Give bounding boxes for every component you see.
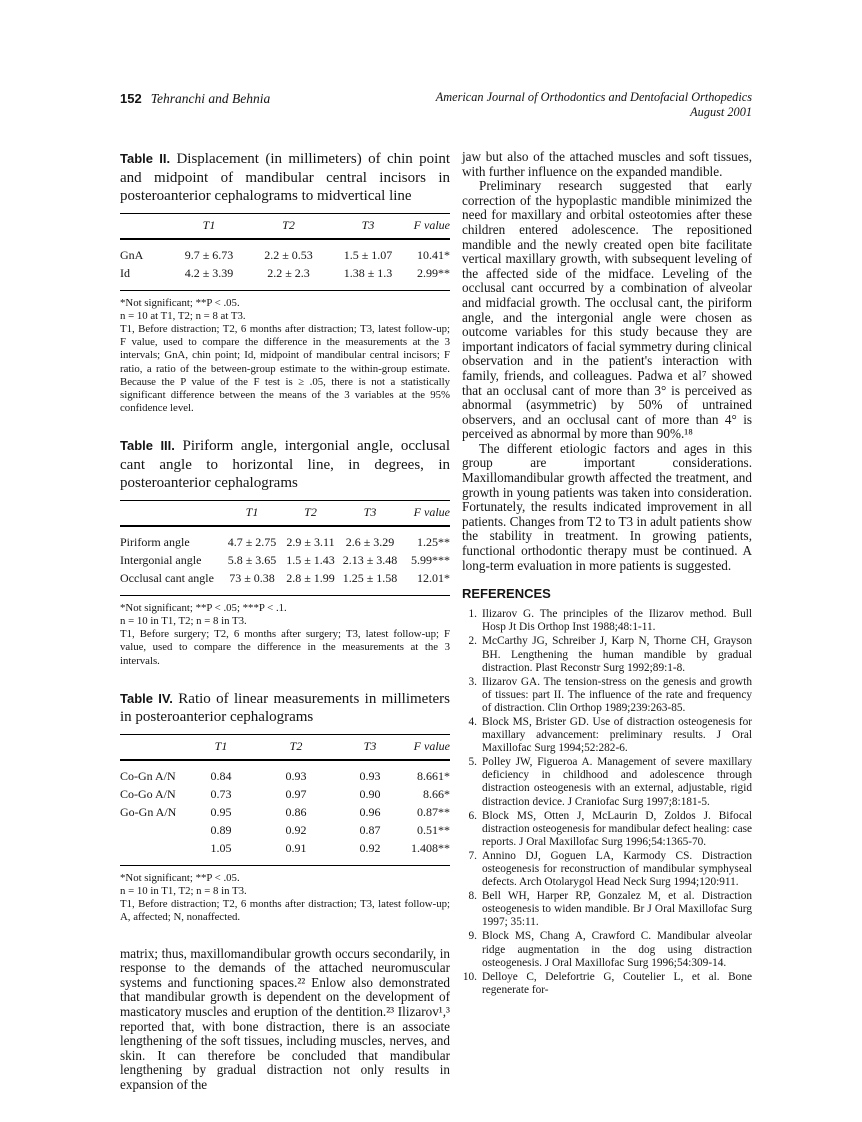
cell: 2.13 ± 3.48 [342,552,398,567]
cell: Co-Go A/N [120,786,176,801]
reference-number: 6. [468,809,477,822]
table-row [120,803,450,821]
table-iv-caption [120,690,450,727]
table-row [120,760,450,786]
col-header: T1 [222,500,282,526]
reference-item [462,635,752,674]
reference-text: Ilizarov G. The principles of the Ilizarov method. Bull Hosp Jt Dis Orthop Inst 1988;48:1-11. [482,608,752,634]
reference-number: 2. [468,635,477,648]
cell: 2.9 ± 3.11 [286,534,335,549]
cell: 1.05 [210,840,232,855]
body-paragraph: jaw but also of the attached muscles and soft tissues, with further influence on the expanded mandible. [462,149,752,179]
col-header: T2 [256,734,336,760]
footnote: T1, Before surgery; T2, 6 months after surgery; T3, latest follow-up; F value, used to compare the difference in the measurements at the 3 intervals. [120,628,450,667]
footnote: *Not significant; **P < .05. [120,871,240,884]
references-heading: REFERENCES [462,586,551,602]
reference-number: 1. [468,608,477,621]
reference-item [462,810,752,849]
table-iv-footnotes [120,872,450,925]
footnote: n = 10 in T1, T2; n = 8 in T3. [120,885,247,898]
col-header [120,500,222,526]
cell: 2.6 ± 3.29 [345,534,395,549]
reference-text: Block MS, Chang A, Crawford C. Mandibular alveolar ridge augmentation in the dog using distraction osteogenesis. J Oral Maxillofac Surg 1996;54:309-14. [482,930,752,969]
cell: 0.95 [210,804,232,819]
cell: 0.93 [359,768,381,783]
references-list [462,608,752,997]
reference-item [462,716,752,755]
reference-item [462,676,752,715]
cell: Occlusal cant angle [120,570,214,585]
reference-text: Bell WH, Harper RP, Gonzalez M, et al. Distraction osteogenesis to widen mandible. Br J Oral Maxillofac Surg 1997; 35:11. [482,890,752,929]
cell: 8.661* [417,768,450,783]
cell: 2.99** [417,265,450,280]
table-row [120,821,450,839]
cell: 73 ± 0.38 [229,570,275,585]
cell: 0.91 [285,840,307,855]
table-iii [120,500,450,596]
table-row [120,264,450,290]
col-header: T3 [339,500,401,526]
table-iv-header-row [120,734,450,760]
reference-number: 4. [468,715,477,728]
col-header: T3 [327,213,409,239]
cell: 0.73 [210,786,232,801]
reference-number: 9. [468,930,477,943]
cell [120,821,186,839]
cell: 0.92 [285,822,307,837]
footnote: n = 10 at T1, T2; n = 8 at T3. [120,309,246,322]
reference-number: 5. [468,756,477,769]
col-header: T1 [186,734,256,760]
running-header [120,90,752,120]
cell: 4.7 ± 2.75 [227,534,277,549]
left-column [120,150,450,1093]
cell: 0.93 [285,768,307,783]
cell: 0.51** [417,822,450,837]
body-paragraph: Preliminary research suggested that early correction of the hypoplastic mandible minimized the need for maxillary and orbital osteotomies after these children entered adolescence. The repositioned mandible and the newly created open bite facilitate vertical maxillary growth, with subsequent leveling of the affected side of the midface. Leveling of the occlusal cant occurred by a combination of alveolar and midfacial growth. The occlusal cant, the piriform angle, and the intergonial angle were chosen as outcome variables for this study because they are important indicators of facial symmetry during clinical observation and in the patient's interaction with family, friends, and colleagues. Padwa et al⁷ showed that an occlusal cant of more than 3° is perceived as abnormal (asymmetric) by 50% of untrained observers, and an occlusal cant of more than 4° is perceived as abnormal by more than 90%.¹⁸ [462,178,752,442]
col-header: F value [409,213,450,239]
cell: 0.89 [210,822,232,837]
reference-text: Polley JW, Figueroa A. Management of severe maxillary deficiency in childhood and adolescence through distraction osteogenesis with an external, adjustable, rigid distraction device. J Craniofac Surg 1997;8:181-5. [482,756,752,808]
table-iv-label: Table IV. [120,690,173,706]
cell: 0.87** [417,804,450,819]
reference-item [462,850,752,889]
footnote: *Not significant; **P < .05; ***P < .1. [120,601,287,614]
reference-text: Delloye C, Delefortrie G, Coutelier L, et al. Bone regenerate for- [482,970,752,996]
table-ii-label: Table II. [120,151,171,166]
col-header: T3 [336,734,404,760]
cell: 0.97 [285,786,307,801]
journal-issue: August 2001 [690,105,752,119]
table-iii-header-row [120,500,450,526]
running-header-right [436,90,752,120]
table-ii-caption-text: Displacement (in millimeters) of chin point and midpoint of mandibular central incisors in posteroanterior cephalograms to midvertical line [120,151,451,204]
reference-text: Block MS, Brister GD. Use of distraction osteogenesis for maxillary advancement: preliminary results. J Oral Maxillofac Surg 1994;52:282-6. [482,715,752,755]
cell: 2.8 ± 1.99 [286,570,335,585]
cell: 0.84 [210,768,232,783]
table-iii-caption-text: Piriform angle, intergonial angle, occlusal cant angle to horizontal line, in degrees, in posteroanterior cephalograms [120,438,450,492]
cell: Co-Gn A/N [120,768,176,783]
col-header: T2 [250,213,327,239]
reference-item [462,930,752,969]
reference-number: 10. [462,970,477,983]
footnote: T1, Before distraction; T2, 6 months after distraction; T3, latest follow-up; F value, used to compare the difference in the measurements at the 3 intervals; GnA, chin point; Id, midpoint of mandibular central incisors; F ratio, a ratio of the between-group estimate to the within-group estimate. Because the P value of the F test is ≥ .05, there is not a statistically significant difference between the means of the 3 variables at the 95% confidence level. [120,322,450,415]
reference-text: Annino DJ, Goguen LA, Karmody CS. Distraction osteogenesis for reconstruction of mandibular symphyseal defects. Arch Otolarygol Head Neck Surg 1994;120:911. [482,849,752,889]
reference-item [462,890,752,929]
cell: 5.8 ± 3.65 [227,552,277,567]
footnote: *Not significant; **P < .05. [120,296,240,309]
col-header: F value [401,500,450,526]
table-row [120,569,450,595]
cell: 1.38 ± 1.3 [343,265,393,280]
cell: Intergonial angle [120,552,202,567]
reference-item [462,608,752,634]
reference-text: Ilizarov GA. The tension-stress on the genesis and growth of tissues: part II. The influence of the rate and frequency of distraction. Clin Orthop 1989;239:263-85. [482,675,752,714]
col-header: T1 [168,213,250,239]
cell: Go-Gn A/N [120,804,177,819]
page-number: 152 [120,91,142,106]
cell: 0.90 [359,786,381,801]
cell: 2.2 ± 0.53 [264,247,313,262]
table-row [120,239,450,265]
table-iv [120,734,450,866]
footnote: n = 10 in T1, T2; n = 8 in T3. [120,615,247,628]
cell: Id [120,265,130,280]
reference-item [462,756,752,808]
table-row [120,551,450,569]
col-header [120,734,186,760]
table-iii-block [120,437,450,668]
cell: Piriform angle [120,534,190,549]
reference-number: 8. [468,890,477,903]
body-paragraph: The different etiologic factors and ages in this group are important considerations. Maxillomandibular growth affected the treatment, and growth in young patients was taken into consideration. Fortunately, the results indicated improvement in all patients. Changes from T2 to T3 in adult patients show the stability in treatment. In growing patients, functional orthodontic therapy must be continued. A long-term evaluation in more patients is suggested. [462,440,752,573]
cell: 2.2 ± 2.3 [267,265,310,280]
table-row [120,839,450,865]
running-authors: Tehranchi and Behnia [150,91,271,106]
cell: 1.25** [417,534,450,549]
table-ii-caption [120,150,450,206]
table-iv-caption-text: Ratio of linear measurements in millimeters in posteroanterior cephalograms [120,690,450,726]
table-ii-footnotes [120,297,450,416]
table-iii-caption [120,437,450,493]
cell [120,839,186,865]
table-iii-label: Table III. [120,438,175,454]
table-iii-footnotes [120,602,450,668]
cell: 9.7 ± 6.73 [184,247,234,262]
cell: 0.87 [359,822,381,837]
journal-name: American Journal of Orthodontics and Dentofacial Orthopedics [435,90,752,104]
cell: 10.41* [417,247,450,262]
cell: 1.5 ± 1.43 [286,552,335,567]
table-ii-block [120,150,450,415]
col-header [120,213,168,239]
left-column-paragraph: matrix; thus, maxillomandibular growth occurs secondarily, in response to the demands of the attached neuromuscular systems and functioning spaces.²² Enlow also demonstrated that mandibular growth is dependent on the development of masticatory muscles and eruption of the dentition.²³ Ilizarov¹,³ reported that, with bone distraction, there is an associate lengthening of the soft tissues, including muscles, nerves, and skin. It can therefore be concluded that mandibular lengthening by gradual distraction not only results in expansion of the [120,945,450,1092]
col-header: F value [404,734,450,760]
reference-text: McCarthy JG, Schreiber J, Karp N, Thorne CH, Grayson BH. Lengthening the human mandible by gradual distraction. Plast Reconstr Surg 1992;89:1-8. [482,635,752,674]
reference-item [462,971,752,997]
cell: 0.86 [285,804,307,819]
reference-number: 3. [468,675,477,688]
cell: 1.5 ± 1.07 [343,247,393,262]
table-row [120,526,450,552]
cell: 4.2 ± 3.39 [184,265,234,280]
cell: GnA [120,247,144,262]
cell: 1.25 ± 1.58 [342,570,398,585]
reference-text: Block MS, Otten J, McLaurin D, Zoldos J. Bifocal distraction osteogenesis for mandibular defect healing: case reports. J Oral Maxillofac Surg 1996;54:1365-70. [482,809,752,848]
cell: 1.408** [411,840,450,855]
cell: 5.99*** [411,552,450,567]
table-ii [120,213,450,291]
reference-number: 7. [468,849,477,862]
table-ii-header-row [120,213,450,239]
cell: 0.92 [359,840,381,855]
two-column-layout [120,150,752,1093]
col-header: T2 [282,500,339,526]
cell: 8.66* [423,786,450,801]
footnote: T1, Before distraction; T2, 6 months after distraction; T3, latest follow-up; A, affected; N, nonaffected. [120,898,450,924]
running-header-left [120,90,270,108]
table-iv-block [120,690,450,925]
table-row [120,785,450,803]
cell: 0.96 [359,804,381,819]
right-column [462,150,752,1093]
cell: 12.01* [417,570,450,585]
